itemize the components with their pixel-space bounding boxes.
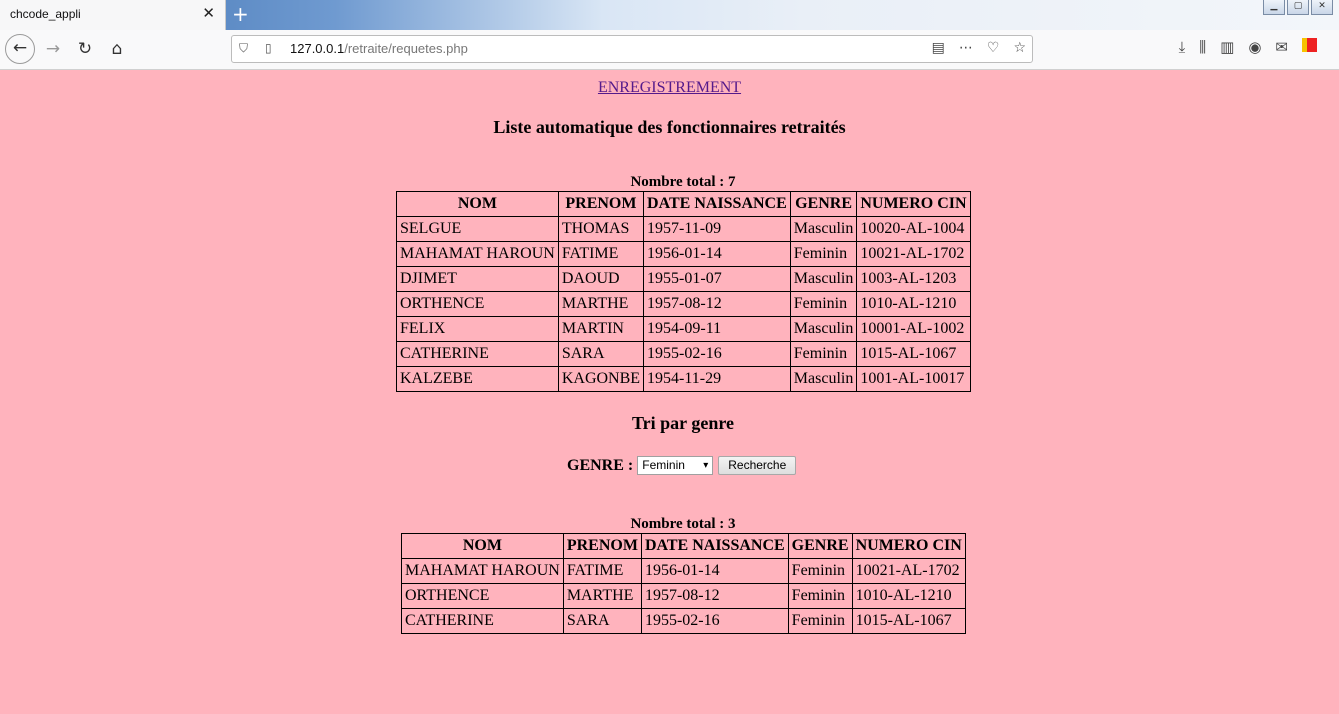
minimize-icon[interactable]: ▁ (1263, 0, 1285, 15)
table-cell: 1010-AL-1210 (857, 292, 970, 317)
table-cell: 1955-02-16 (641, 609, 788, 634)
table-row (397, 292, 971, 317)
table-cell: 10021-AL-1702 (857, 242, 970, 267)
shield-icon[interactable]: ⛉ (239, 41, 249, 55)
extension-flag-icon[interactable] (1302, 38, 1317, 52)
browser-tools (1179, 38, 1317, 56)
table-cell: SARA (563, 609, 641, 634)
mail-icon[interactable]: ✉ (1275, 38, 1288, 56)
table-cell: 1957-08-12 (644, 292, 791, 317)
column-header: GENRE (788, 534, 852, 559)
table-cell: Feminin (790, 242, 857, 267)
table-row (402, 609, 966, 634)
table-cell: MARTIN (558, 317, 643, 342)
url-path: /retraite/requetes.php (344, 41, 468, 56)
table-cell: 10001-AL-1002 (857, 317, 970, 342)
forward-arrow-icon[interactable]: → (45, 39, 61, 59)
table-cell: 1957-08-12 (641, 584, 788, 609)
table-row (397, 242, 971, 267)
table-cell: Masculin (790, 317, 857, 342)
reload-icon[interactable]: ↻ (77, 39, 93, 59)
reader-view-icon[interactable]: ▤ (931, 40, 945, 56)
browser-tab[interactable] (0, 0, 226, 30)
table-cell: 1015-AL-1067 (857, 342, 970, 367)
filtered-count-label: Nombre total : 3 (630, 516, 736, 532)
close-icon[interactable]: ✕ (202, 5, 215, 22)
table-row (402, 584, 966, 609)
window-controls (1261, 0, 1333, 15)
genre-selected-value: Feminin (642, 458, 685, 472)
column-header: DATE NAISSANCE (644, 192, 791, 217)
table-cell: CATHERINE (397, 342, 559, 367)
address-bar-actions (932, 40, 1026, 56)
home-icon[interactable]: ⌂ (111, 39, 123, 59)
table-cell: DAOUD (558, 267, 643, 292)
column-header: GENRE (790, 192, 857, 217)
table-cell: 1955-01-07 (644, 267, 791, 292)
table-cell: FELIX (397, 317, 559, 342)
table-cell: 1954-11-29 (644, 367, 791, 392)
close-window-icon[interactable]: ✕ (1311, 0, 1333, 15)
address-bar[interactable] (231, 35, 1033, 63)
navigation-toolbar (0, 30, 1339, 70)
enregistrement-link[interactable]: ENREGISTREMENT (597, 79, 742, 96)
table-cell: DJIMET (397, 267, 559, 292)
table-cell: Feminin (790, 342, 857, 367)
table-cell: FATIME (563, 559, 641, 584)
table-header-row (402, 534, 966, 559)
account-icon[interactable]: ◉ (1248, 38, 1262, 56)
table-cell: FATIME (558, 242, 643, 267)
download-icon[interactable]: ⤓ (1178, 38, 1186, 56)
column-header: NUMERO CIN (852, 534, 965, 559)
table-cell: KALZEBE (397, 367, 559, 392)
table-cell: ORTHENCE (402, 584, 564, 609)
filtered-table (401, 533, 966, 634)
table-cell: Feminin (788, 584, 852, 609)
page-content (0, 70, 1339, 714)
table-cell: 10021-AL-1702 (852, 559, 965, 584)
maximize-icon[interactable]: ▢ (1287, 0, 1309, 15)
page-title: Liste automatique des fonctionnaires retraités (493, 117, 846, 137)
table-cell: KAGONBE (558, 367, 643, 392)
genre-filter-form (567, 456, 796, 475)
table-header-row (397, 192, 971, 217)
tab-bar (0, 0, 1339, 30)
url-host: 127.0.0.1 (290, 41, 345, 56)
table-cell: 1954-09-11 (644, 317, 791, 342)
table-row (397, 367, 971, 392)
column-header: NOM (397, 192, 559, 217)
table-row (402, 559, 966, 584)
table-body (402, 559, 966, 634)
search-button[interactable]: Recherche (718, 456, 796, 475)
library-icon[interactable]: ⫼ (1199, 38, 1207, 56)
table-cell: 1010-AL-1210 (852, 584, 965, 609)
retirees-table (396, 191, 971, 392)
table-row (397, 317, 971, 342)
genre-label: GENRE : (567, 456, 634, 474)
sidebar-icon[interactable]: ▥ (1220, 38, 1235, 56)
table-cell: Feminin (788, 559, 852, 584)
tab-title: chcode_appli (10, 7, 81, 21)
sort-title: Tri par genre (632, 413, 734, 433)
table-cell: Feminin (790, 292, 857, 317)
column-header: NUMERO CIN (857, 192, 970, 217)
table-cell: 1956-01-14 (641, 559, 788, 584)
table-cell: 1015-AL-1067 (852, 609, 965, 634)
table-row (397, 267, 971, 292)
url-text[interactable] (290, 41, 468, 56)
column-header: NOM (402, 534, 564, 559)
table-cell: MARTHE (563, 584, 641, 609)
table-cell: Masculin (790, 267, 857, 292)
table-body (397, 217, 971, 392)
table-cell: 10020-AL-1004 (857, 217, 970, 242)
table-cell: MAHAMAT HAROUN (397, 242, 559, 267)
back-arrow-icon[interactable]: ← (5, 34, 35, 64)
column-header: PRENOM (563, 534, 641, 559)
genre-select[interactable] (637, 456, 713, 475)
page-info-icon[interactable]: ▯ (265, 41, 272, 55)
chevron-down-icon: ▾ (703, 460, 709, 471)
table-cell: THOMAS (558, 217, 643, 242)
table-cell: 1955-02-16 (644, 342, 791, 367)
table-cell: 1003-AL-1203 (857, 267, 970, 292)
table-cell: CATHERINE (402, 609, 564, 634)
table-cell: 1956-01-14 (644, 242, 791, 267)
link-container (0, 79, 1339, 97)
new-tab-button[interactable]: + (232, 2, 249, 26)
table-row (397, 342, 971, 367)
total-count-label: Nombre total : 7 (630, 174, 736, 190)
table-cell: SARA (558, 342, 643, 367)
pocket-icon[interactable]: ♡ (986, 40, 1000, 56)
column-header: DATE NAISSANCE (641, 534, 788, 559)
table-cell: 1001-AL-10017 (857, 367, 970, 392)
bookmark-star-icon[interactable]: ☆ (1013, 40, 1026, 56)
table-cell: MARTHE (558, 292, 643, 317)
table-cell: Feminin (788, 609, 852, 634)
table-cell: 1957-11-09 (644, 217, 791, 242)
column-header: PRENOM (558, 192, 643, 217)
table-cell: SELGUE (397, 217, 559, 242)
table-cell: MAHAMAT HAROUN (402, 559, 564, 584)
table-row (397, 217, 971, 242)
table-cell: Masculin (790, 367, 857, 392)
page-actions-icon[interactable]: ⋯ (958, 40, 973, 56)
table-cell: ORTHENCE (397, 292, 559, 317)
table-cell: Masculin (790, 217, 857, 242)
